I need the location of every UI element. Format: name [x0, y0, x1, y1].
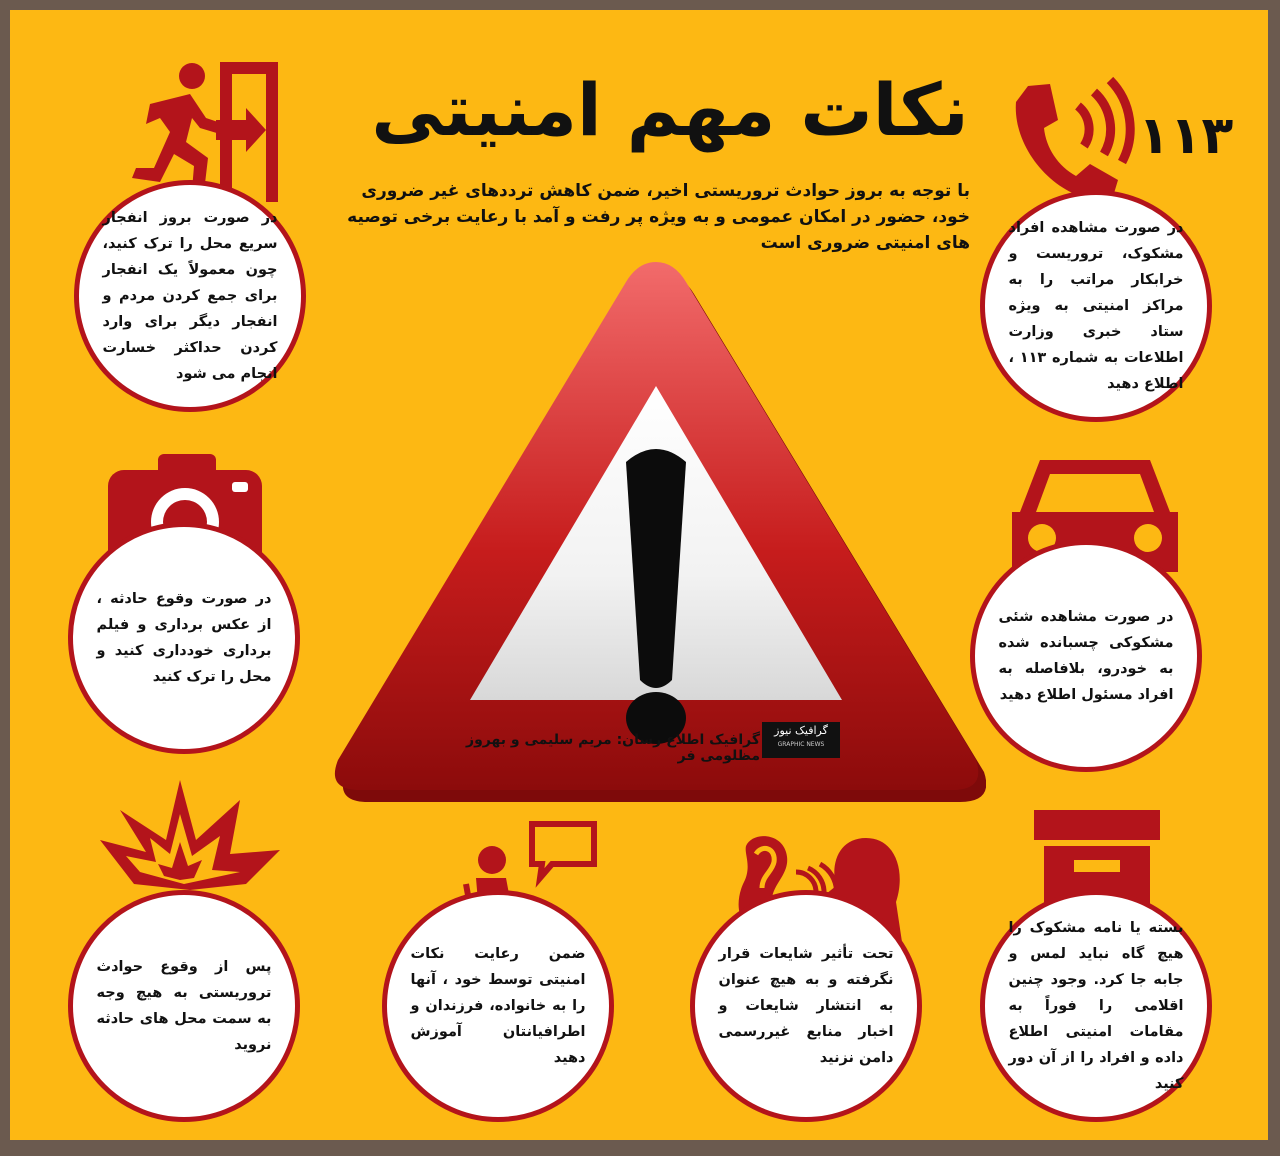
tip-text: تحت تأثیر شایعات قرار نگرفته و به هیچ عنوان به انتشار شایعات و اخبار منابع غیررسمی دامن نزنید — [718, 946, 894, 1066]
tip-packages — [980, 890, 1212, 1122]
warning-triangle-icon — [326, 250, 986, 810]
infographic — [10, 10, 1268, 1140]
tip-teach-family — [382, 890, 614, 1122]
logo-subtitle: GRAPHIC NEWS — [777, 741, 825, 748]
logo — [762, 722, 840, 758]
tip-text: ضمن رعایت نکات امنیتی توسط خود ، آنها را به خانواده، فرزندان و اطرافیانتان آموزش دهید — [410, 946, 586, 1066]
tip-report-113 — [980, 190, 1212, 422]
logo-name: گرافیک نیوز — [774, 724, 828, 737]
tip-explosion-leave — [74, 180, 306, 412]
tip-text: در صورت مشاهده شئی مشکوکی چسبانده شده به خودرو، بلافاصله به افراد مسئول اطلاع دهید — [998, 609, 1174, 703]
tip-no-photos — [68, 522, 300, 754]
intro-text: با توجه به بروز حوادث تروریستی اخیر، ضمن کاهش ترددهای غیر ضروری خود، حضور در امکان عمومی و به ویژه پر رفت و آمد با رعایت برخی توصیه های امنیتی ضروری است — [347, 181, 970, 253]
phone-number: ۱۱۳ — [1138, 106, 1234, 166]
tip-rumors — [690, 890, 922, 1122]
page-title: نکات مهم امنیتی — [371, 68, 969, 152]
phone-icon — [1006, 76, 1136, 206]
credit-text: گرافیک اطلاع رسان: مریم سلیمی و بهروز مظلومی فر — [466, 732, 760, 764]
tip-text: بسته یا نامه مشکوک را هیچ گاه نباید لمس و جابه جا کرد. وجود چنین اقلامی را فوراً به مقامات امنیتی اطلاع داده و افراد را از آن دور کنید — [1008, 920, 1184, 1092]
tip-text: در صورت بروز انفجار سریع محل را ترک کنید، چون معمولاً یک انفجار برای جمع کردن مردم و انفجار دیگر برای وارد کردن حداکثر خسارت انجام می شود — [102, 210, 278, 382]
tip-text: پس از وقوع حوادث تروریستی به هیچ وجه به سمت محل های حادثه نروید — [96, 959, 272, 1053]
tip-suspicious-car — [970, 540, 1202, 772]
tip-text: در صورت مشاهده افراد مشکوک، تروریست و خرابکار مراتب را به مراکز امنیتی به ویژه ستاد خبری وزارت اطلاعات به شماره ۱۱۳ ، اطلاع دهید — [1008, 220, 1184, 392]
tip-stay-away — [68, 890, 300, 1122]
tip-text: در صورت وقوع حادثه ، از عکس برداری و فیلم برداری خودداری کنید و محل را ترک کنید — [96, 591, 272, 685]
